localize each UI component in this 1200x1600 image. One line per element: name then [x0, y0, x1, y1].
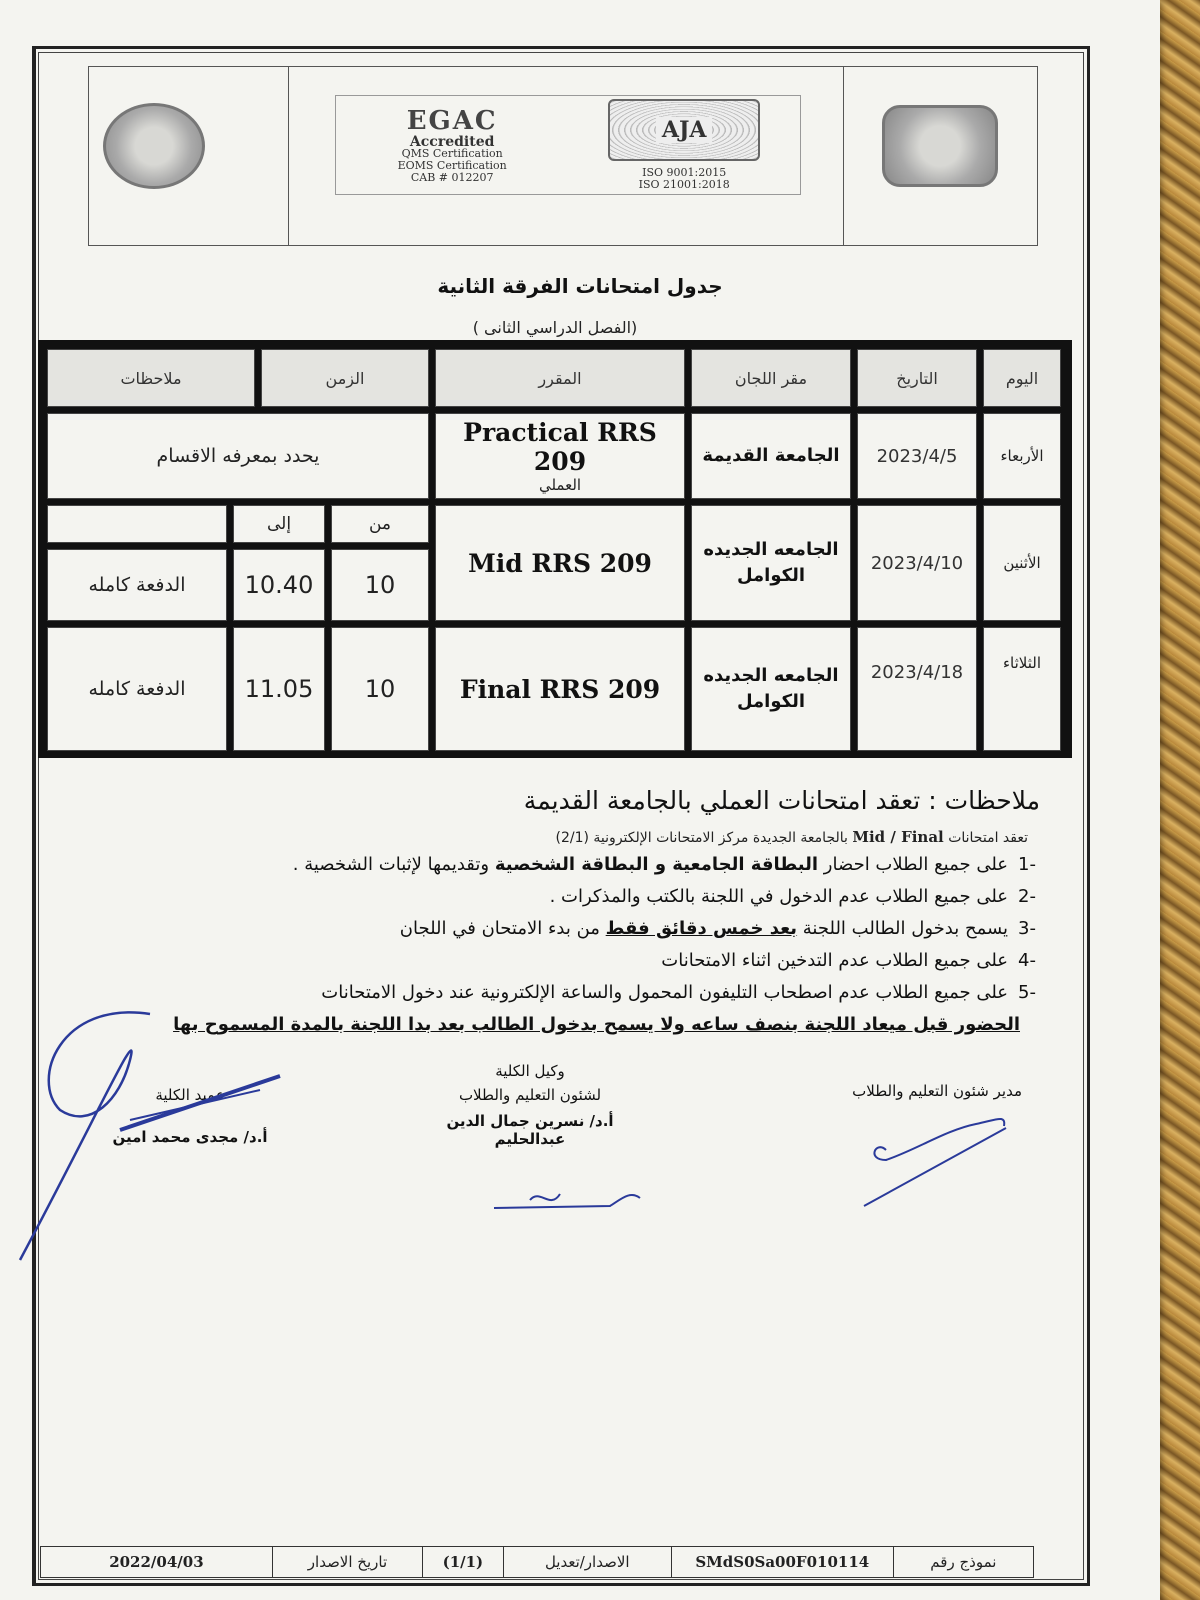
- row3-venue: الجامعه الجديده الكوامل: [691, 627, 851, 751]
- note-number: -5: [1018, 982, 1036, 1003]
- letterhead-center: [289, 67, 844, 245]
- dean-title: عميد الكلية: [155, 1086, 225, 1104]
- signature-director: [852, 1082, 1022, 1100]
- time-from-label: من: [331, 505, 429, 543]
- note-text-end: من بدء الامتحان في اللجان: [399, 918, 606, 939]
- footer-form-label: نموذج رقم: [893, 1547, 1033, 1577]
- footer-form-number: SMdS0Sa00F010114: [671, 1547, 893, 1577]
- note-text: على جميع الطلاب عدم التدخين اثناء الامتحانات: [661, 950, 1009, 971]
- footer-issue-date: 2022/04/03: [109, 1553, 204, 1571]
- footer-edition-value: (1/1): [422, 1547, 503, 1577]
- egac-line: Accredited: [409, 134, 495, 150]
- note-item: [321, 982, 1036, 1003]
- notes-sub-bold: Mid / Final: [852, 828, 944, 846]
- egac-line: QMS Certification: [401, 147, 503, 160]
- row2-course: Mid RRS 209: [435, 505, 685, 621]
- note-item: [400, 918, 1036, 939]
- notes-subline: [556, 828, 1028, 846]
- row3-from: 10: [331, 627, 429, 751]
- note-number: -2: [1018, 886, 1036, 907]
- row3-date: 2023/4/18: [857, 627, 977, 751]
- signature-vice-dean: [410, 1062, 650, 1148]
- note-item: [293, 854, 1036, 875]
- row1-course-cell: [435, 413, 685, 499]
- notes-sub-suffix: بالجامعة الجديدة مركز الامتحانات الإلكترونية (2/1): [555, 830, 848, 846]
- row2-date: 2023/4/10: [857, 505, 977, 621]
- page-title: جدول امتحانات الفرقة الثانية: [437, 274, 723, 298]
- aja-globe-icon: [608, 99, 760, 161]
- row3-day: الثلاثاء: [983, 627, 1061, 751]
- row1-course: Practical RRS 209: [463, 418, 657, 476]
- row3-to: 11.05: [233, 627, 325, 751]
- header-date: التاريخ: [857, 349, 977, 407]
- aja-line: ISO 21001:2018: [638, 178, 730, 191]
- faculty-logo-icon: [882, 105, 998, 187]
- footer-edition-label: الاصدار/تعديل: [503, 1547, 671, 1577]
- row1-course-sub: العملي: [538, 476, 582, 494]
- header-day: اليوم: [983, 349, 1061, 407]
- letterhead-right: [844, 67, 1037, 245]
- document-footer: [40, 1546, 1034, 1578]
- dean-handwritten-signature: [0, 1000, 300, 1300]
- row2-from: 10: [331, 549, 429, 621]
- row1-date: 2023/4/5: [857, 413, 977, 499]
- university-logo-icon: [103, 103, 205, 189]
- egac-logo: [336, 96, 568, 194]
- row1-merged-note: يحدد بمعرفه الاقسام: [47, 413, 429, 499]
- note-number: -1: [1018, 854, 1036, 875]
- exam-schedule-table: [38, 340, 1072, 758]
- director-title: مدير شئون التعليم والطلاب: [852, 1082, 1022, 1100]
- vice-handwritten-signature: [490, 1180, 650, 1220]
- note-number: -4: [1018, 950, 1036, 971]
- note-text: على جميع الطلاب احضار: [818, 854, 1009, 875]
- row2-note-header-blank: [47, 505, 227, 543]
- vice-title-1: وكيل الكلية: [495, 1062, 565, 1080]
- director-handwritten-signature: [856, 1110, 1026, 1210]
- aja-mark: AJA: [656, 117, 713, 143]
- row1-venue: الجامعة القديمة: [691, 413, 851, 499]
- row2-to: 10.40: [233, 549, 325, 621]
- row2-venue: الجامعه الجديده الكوامل: [691, 505, 851, 621]
- header-time: الزمن: [261, 349, 429, 407]
- dean-name: أ.د/ مجدى محمد امين: [112, 1128, 268, 1146]
- note-text-end: وتقديمها لإثبات الشخصية .: [292, 854, 495, 875]
- header-course: المقرر: [435, 349, 685, 407]
- note-text: يسمح بدخول الطالب اللجنة: [797, 918, 1009, 939]
- footer-issue-label: تاريخ الاصدار: [272, 1547, 422, 1577]
- aja-line: ISO 9001:2015: [642, 166, 727, 179]
- note-item: [661, 950, 1036, 971]
- egac-line: EOMS Certification: [397, 159, 507, 172]
- egac-mark: EGAC: [406, 106, 498, 136]
- letterhead: [88, 66, 1038, 246]
- note-item: [550, 886, 1036, 907]
- note-number: -3: [1018, 918, 1036, 939]
- row3-course: Final RRS 209: [435, 627, 685, 751]
- notes-sub-prefix: تعقد امتحانات: [948, 830, 1028, 846]
- row1-day: الأربعاء: [983, 413, 1061, 499]
- page-subtitle: (الفصل الدراسي الثانى ): [472, 318, 638, 337]
- vice-name: أ.د/ نسرين جمال الدين عبدالحليم: [446, 1112, 614, 1148]
- note-emphasis: البطاقة الجامعية و البطاقة الشخصية: [494, 854, 819, 875]
- note-text: على جميع الطلاب عدم اصطحاب التليفون المحمول والساعة الإلكترونية عند دخول الامتحانات: [321, 982, 1009, 1003]
- letterhead-left: [89, 67, 289, 245]
- time-to-label: إلى: [233, 505, 325, 543]
- row2-note: الدفعة كامله: [47, 549, 227, 621]
- notes-title: ملاحظات : تعقد امتحانات العملي بالجامعة القديمة: [523, 786, 1040, 815]
- header-venue: مقر اللجان: [691, 349, 851, 407]
- row2-day: الأثنين: [983, 505, 1061, 621]
- aja-logo: [568, 96, 800, 194]
- note-emphasis: بعد خمس دقائق فقط: [605, 918, 798, 939]
- accreditation-logos: [335, 95, 801, 195]
- header-notes: ملاحظات: [47, 349, 255, 407]
- note-text: على جميع الطلاب عدم الدخول في اللجنة بالكتب والمذكرات .: [549, 886, 1009, 907]
- vice-title-2: لشئون التعليم والطلاب: [458, 1086, 602, 1104]
- note-final-line: الحضور قبل ميعاد اللجنة بنصف ساعه ولا يسمح بدخول الطالب بعد بدا اللجنة بالمدة المسموح بها: [173, 1014, 1020, 1035]
- egac-line: CAB # 012207: [410, 171, 494, 184]
- row3-note: الدفعة كامله: [47, 627, 227, 751]
